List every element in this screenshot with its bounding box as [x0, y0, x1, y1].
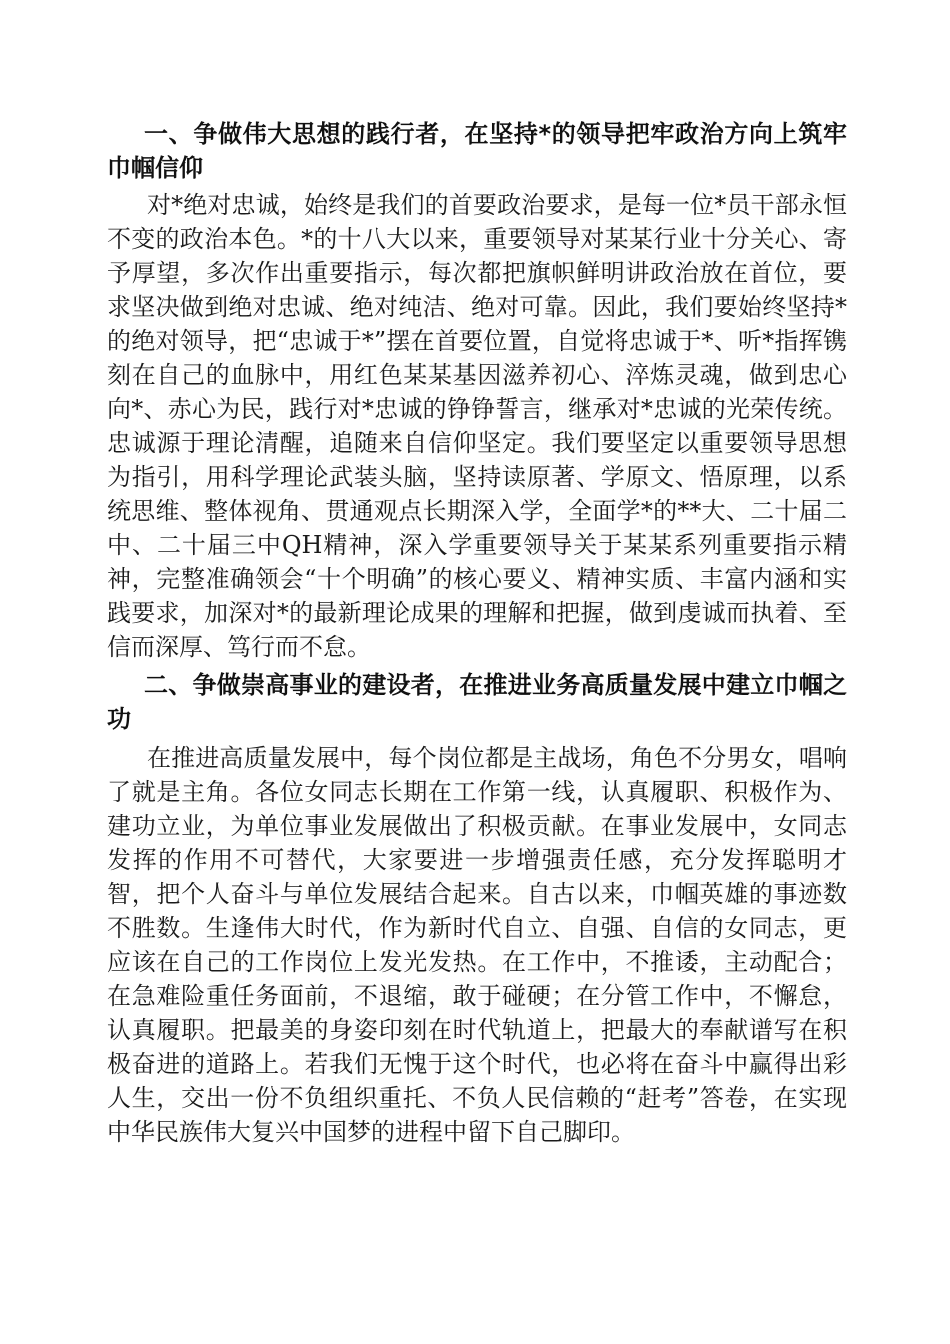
section-heading-1: 一、争做伟大思想的践行者，在坚持*的领导把牢政治方向上筑牢巾帼信仰	[107, 120, 847, 182]
document-body	[107, 117, 847, 1149]
section-heading-2: 二、争做崇高事业的建设者，在推进业务高质量发展中建立巾帼之功	[107, 671, 847, 733]
section-paragraph-1: 对*绝对忠诚，始终是我们的首要政治要求，是每一位*员干部永恒不变的政治本色。*的十八大以来，重要领导对某某行业十分关心、寄予厚望，多次作出重要指示，每次都把旗帜鲜明讲政治放在首位，要求坚决做到绝对忠诚、绝对纯洁、绝对可靠。因此，我们要始终坚持*的绝对领导，把“忠诚于*”摆在首要位置，自觉将忠诚于*、听*指挥镌刻在自己的血脉中，用红色某某基因滋养初心、淬炼灵魂，做到忠心向*、赤心为民，践行对*忠诚的铮铮誓言，继承对*忠诚的光荣传统。忠诚源于理论清醒，追随来自信仰坚定。我们要坚定以重要领导思想为指引，用科学理论武装头脑，坚持读原著、学原文、悟原理，以系统思维、整体视角、贯通观点长期深入学，全面学*的**大、二十届二中、二十届三中QH精神，深入学重要领导关于某某系列重要指示精神，完整准确领会“十个明确”的核心要义、精神实质、丰富内涵和实践要求，加深对*的最新理论成果的理解和把握，做到虔诚而执着、至信而深厚、笃行而不怠。	[107, 191, 847, 661]
section-paragraph-2: 在推进高质量发展中，每个岗位都是主战场，角色不分男女，唱响了就是主角。各位女同志长期在工作第一线，认真履职、积极作为、建功立业，为单位事业发展做出了积极贡献。在事业发展中，女同志发挥的作用不可替代，大家要进一步增强责任感，充分发挥聪明才智，把个人奋斗与单位发展结合起来。自古以来，巾帼英雄的事迹数不胜数。生逢伟大时代，作为新时代自立、自强、自信的女同志，更应该在自己的工作岗位上发光发热。在工作中，不推诿，主动配合；在急难险重任务面前，不退缩，敢于碰硬；在分管工作中，不懈怠，认真履职。把最美的身姿印刻在时代轨道上，把最大的奉献谱写在积极奋进的道路上。若我们无愧于这个时代，也必将在奋斗中赢得出彩人生，交出一份不负组织重托、不负人民信赖的“赶考”答卷，在实现中华民族伟大复兴中国梦的进程中留下自己脚印。	[107, 744, 847, 1146]
